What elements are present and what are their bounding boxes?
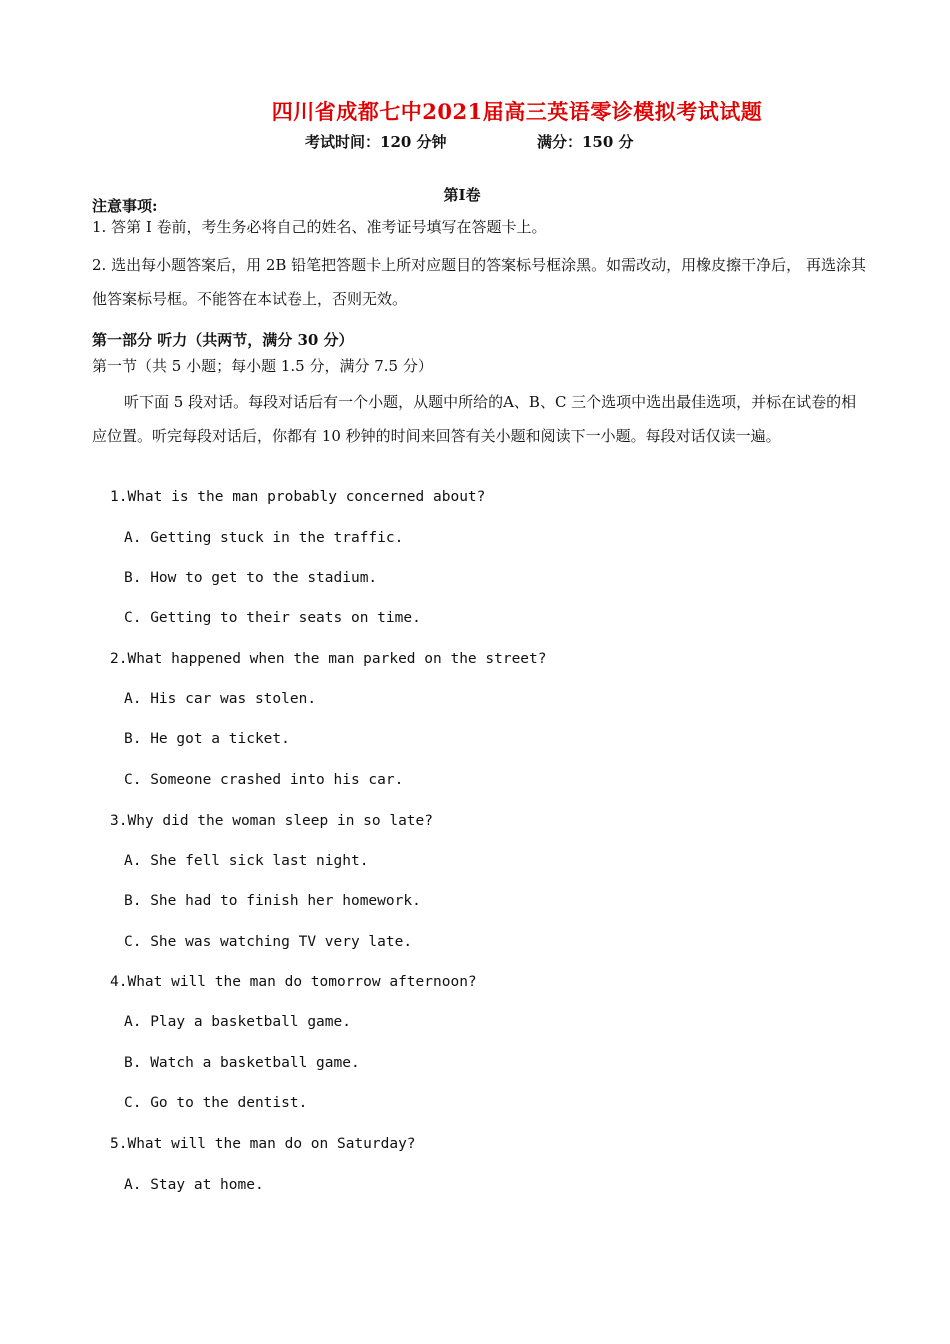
question-4: 4.What will the man do tomorrow afternoon? bbox=[110, 974, 477, 990]
question-3-option-a: A. She fell sick last night. bbox=[124, 853, 369, 869]
volume-heading: 第Ⅰ卷 bbox=[443, 186, 481, 204]
notice-heading: 注意事项: bbox=[92, 197, 158, 215]
question-4-option-c: C. Go to the dentist. bbox=[124, 1095, 308, 1111]
question-2-option-b: B. He got a ticket. bbox=[124, 731, 290, 747]
exam-time: 考试时间：120 分钟 bbox=[305, 133, 447, 151]
part1-heading: 第一部分 听力（共两节，满分 30 分） bbox=[92, 331, 354, 349]
question-5: 5.What will the man do on Saturday? bbox=[110, 1136, 416, 1152]
question-3: 3.Why did the woman sleep in so late? bbox=[110, 813, 434, 829]
section1-heading: 第一节（共 5 小题；每小题 1.5 分，满分 7.5 分） bbox=[92, 357, 433, 375]
question-4-option-b: B. Watch a basketball game. bbox=[124, 1055, 360, 1071]
question-1-option-c: C. Getting to their seats on time. bbox=[124, 610, 421, 626]
question-2: 2.What happened when the man parked on the street? bbox=[110, 651, 547, 667]
exam-title: 四川省成都七中2021届高三英语零诊模拟考试试题 bbox=[271, 99, 763, 124]
listening-instructions: 听下面 5 段对话。每段对话后有一个小题，从题中所给的A、B、C 三个选项中选出最佳选项，并标在试卷的相应位置。听完每段对话后，你都有 10 秒钟的时间来回答有关小题和阅读下一小题。每段对话仅读一遍。 bbox=[92, 393, 857, 445]
question-1: 1.What is the man probably concerned about? bbox=[110, 489, 486, 505]
question-4-option-a: A. Play a basketball game. bbox=[124, 1014, 351, 1030]
question-2-option-a: A. His car was stolen. bbox=[124, 691, 317, 707]
question-1-option-b: B. How to get to the stadium. bbox=[124, 570, 378, 586]
notice-item-2: 2. 选出每小题答案后，用 2B 铅笔把答题卡上所对应题目的答案标号框涂黑。如需改动，用橡皮擦干净后， 再选涂其他答案标号框。不能答在本试卷上，否则无效。 bbox=[92, 256, 866, 308]
notice-item-1: 1. 答第 Ⅰ 卷前，考生务必将自己的姓名、准考证号填写在答题卡上。 bbox=[92, 218, 547, 236]
question-5-option-a: A. Stay at home. bbox=[124, 1177, 264, 1193]
question-1-option-a: A. Getting stuck in the traffic. bbox=[124, 530, 404, 546]
question-3-option-b: B. She had to finish her homework. bbox=[124, 893, 421, 909]
question-3-option-c: C. She was watching TV very late. bbox=[124, 934, 413, 950]
question-2-option-c: C. Someone crashed into his car. bbox=[124, 772, 404, 788]
exam-score: 满分：150 分 bbox=[537, 133, 634, 151]
